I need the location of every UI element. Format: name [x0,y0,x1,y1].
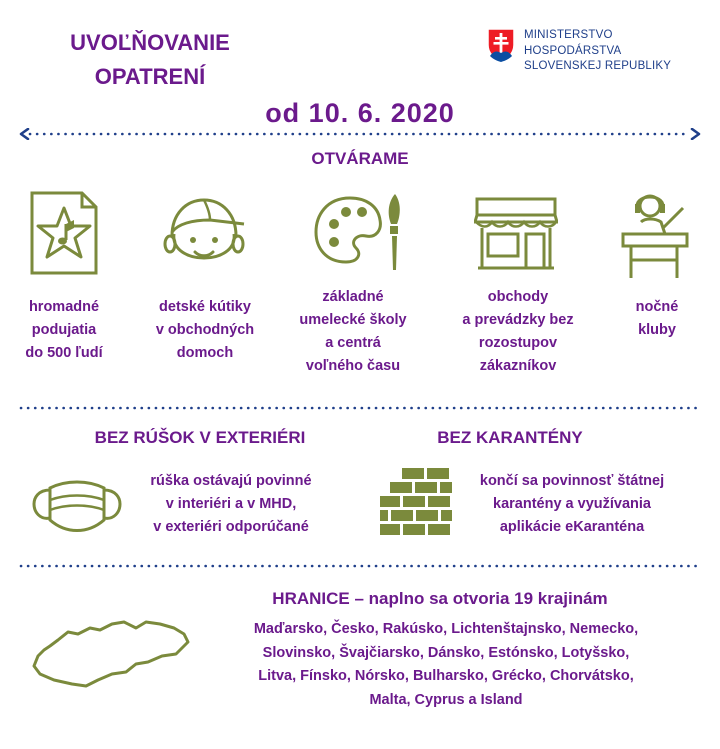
item-label-events [0,296,128,365]
item-line: rozostupov [478,335,558,351]
item-line: nočné [635,299,679,315]
arrow-divider [18,128,702,140]
item-line: do 500 ľudí [25,345,103,361]
open-heading: OTVÁRAME [311,149,409,168]
title-line-2: OPATRENÍ [94,64,206,89]
item-line: kluby [638,322,676,338]
countries-line: Slovinsko, Švajčiarsko, Dánsko, Estónsko, Lotyšsko, [262,644,630,661]
borders-countries [196,618,696,712]
page-title [40,26,260,94]
child-cap-icon [158,194,248,274]
quarantine-line: aplikácie eKaranténa [499,519,645,535]
quarantine-heading: BEZ KARANTÉNY [437,428,583,447]
palette-brush-icon [312,190,408,274]
item-line: voľného času [305,358,401,374]
left-arrow-icon [21,129,28,139]
countries-line: Maďarsko, Česko, Rakúsko, Lichtenštajnsko, Nemecko, [253,621,639,637]
ministry-line-1: MINISTERSTVO [524,29,613,41]
item-line: a prevádzky bez [462,312,574,328]
title-line-1: UVOĽŇOVANIE [70,30,230,55]
masks-line: v exteriéri odporúčané [153,519,309,535]
item-line: umelecké školy [299,312,407,328]
masks-line: v interiéri a v MHD, [165,496,297,512]
item-line: zákazníkov [479,358,557,374]
quarantine-text [452,470,692,539]
item-label-kids-corners [130,296,280,365]
masks-heading: BEZ RÚŠOK V EXTERIÉRI [94,428,306,447]
brick-wall-icon [378,466,454,538]
item-line: základné [322,289,384,305]
item-line: v obchodných [155,322,255,338]
ministry-line-2: HOSPODÁRSTVA [524,44,622,57]
quarantine-line: karantény a využívania [493,496,651,512]
item-label-night-clubs [612,296,702,342]
slovak-coat-of-arms-icon [486,27,516,63]
quarantine-line: končí sa povinnosť štátnej [479,473,665,489]
item-line: podujatia [31,322,97,338]
shop-icon [474,196,558,270]
masks-line: rúška ostávajú povinné [150,473,312,489]
star-document-icon [28,190,100,276]
borders-heading: HRANICE – naplno sa otvoria 19 krajinám [272,589,608,608]
dotted-divider [18,405,702,411]
right-arrow-icon [692,129,699,139]
item-line: obchody [487,289,549,305]
ministry-line-3: SLOVENSKEJ REPUBLIKY [524,60,672,72]
dj-icon [619,188,691,280]
item-line: detské kútiky [159,299,251,315]
masks-text [126,470,336,539]
countries-line: Malta, Cyprus a Island [369,691,523,708]
item-line: hromadné [28,299,100,315]
slovakia-map-icon [28,614,196,694]
effective-date: od 10. 6. 2020 [265,98,455,128]
item-line: a centrá [325,335,381,351]
countries-line: Litva, Fínsko, Nórsko, Bulharsko, Grécko, Chorvátsko, [258,668,634,684]
item-label-shops [438,286,598,378]
item-label-art-schools [278,286,428,378]
dotted-divider [18,563,702,569]
face-mask-icon [32,478,122,536]
item-line: domoch [176,345,234,361]
